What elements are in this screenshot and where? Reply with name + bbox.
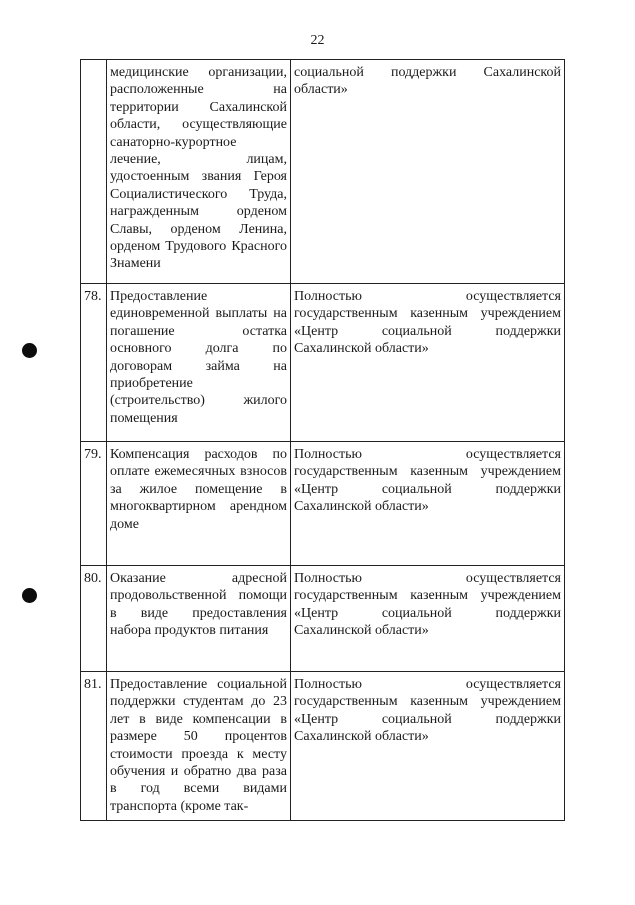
punch-hole-mark bbox=[22, 343, 37, 358]
service-text: Компенсация расходов по оплате ежемесячных взносов за жилое помещение в многоквартирном арендном доме bbox=[110, 447, 287, 532]
executor-cell bbox=[291, 442, 565, 566]
service-cell bbox=[107, 566, 291, 672]
executor-cell bbox=[291, 284, 565, 442]
executor-text: Полностью осуществляется государственным казенным учреждением «Центр социальной поддержки Сахалинской области» bbox=[294, 289, 561, 357]
executor-cell bbox=[291, 672, 565, 821]
row-number: 80. bbox=[81, 566, 107, 672]
executor-text: Полностью осуществляется государственным казенным учреждением «Центр социальной поддержки Сахалинской области» bbox=[294, 677, 561, 745]
executor-cell bbox=[291, 566, 565, 672]
row-number bbox=[81, 60, 107, 284]
service-text: Предоставление социальной поддержки студентам до 23 лет в виде компенсации в размере 50 процентов стоимости проезда к месту обучения и обратно два раза в год всеми видами транспорта (кроме так- bbox=[110, 677, 287, 814]
service-text: медицинские организации, расположенные на территории Сахалинской области, осуществляющие санаторно-курортное лечение, лицам, удостоенным звания Героя Социалистического Труда, награжденным орденом Славы, орденом Ленина, орденом Трудового Красного Знамени bbox=[110, 65, 287, 272]
services-table bbox=[80, 59, 565, 821]
punch-hole-mark bbox=[22, 588, 37, 603]
table-row bbox=[81, 284, 565, 442]
executor-text: Полностью осуществляется государственным казенным учреждением «Центр социальной поддержки Сахалинской области» bbox=[294, 447, 561, 515]
table-row bbox=[81, 566, 565, 672]
row-number: 78. bbox=[81, 284, 107, 442]
service-cell bbox=[107, 284, 291, 442]
service-cell bbox=[107, 442, 291, 566]
table-row bbox=[81, 60, 565, 284]
service-cell bbox=[107, 672, 291, 821]
row-number: 79. bbox=[81, 442, 107, 566]
service-cell bbox=[107, 60, 291, 284]
executor-cell bbox=[291, 60, 565, 284]
service-text: Оказание адресной продовольственной помощи в виде предоставления набора продуктов питания bbox=[110, 571, 287, 639]
executor-text: Полностью осуществляется государственным казенным учреждением «Центр социальной поддержки Сахалинской области» bbox=[294, 571, 561, 639]
table-row bbox=[81, 442, 565, 566]
executor-text: социальной поддержки Сахалинской области» bbox=[294, 65, 561, 98]
table-row bbox=[81, 672, 565, 821]
row-number: 81. bbox=[81, 672, 107, 821]
service-text: Предоставление единовременной выплаты на погашение остатка основного долга по договорам займа на приобретение (строительство) жилого помещения bbox=[110, 289, 287, 426]
page-number: 22 bbox=[310, 33, 325, 48]
